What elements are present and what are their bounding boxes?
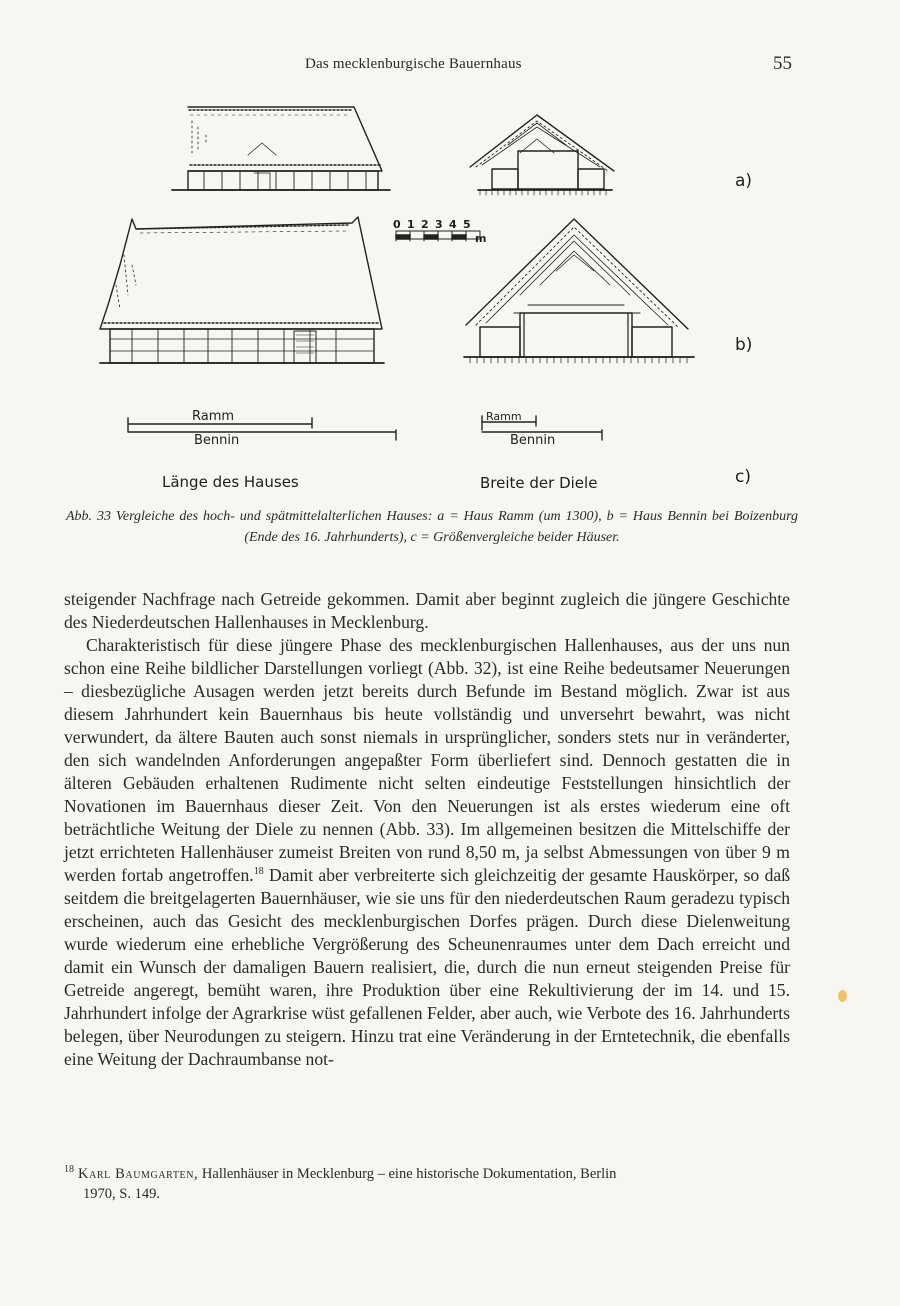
footnote-number: 18 [64,1164,74,1176]
footnote-ref-18[interactable]: 18 [253,866,264,878]
footnote-18 [64,1164,790,1204]
paper-stain [838,990,847,1002]
paragraph-1: steigender Nachfrage nach Getreide gekommen. Damit aber beginnt zugleich die jüngere Geschichte des Niederdeutschen Hallenhauses in Mecklenburg. [64,589,790,632]
paragraph-2 [64,634,790,1071]
length-title: Länge des Hauses [162,473,299,491]
ramm-long-section [172,107,390,190]
scale-tick-2: 2 [421,218,429,231]
scale-tick-3: 3 [435,218,443,231]
footnote-author: Karl Baumgarten, [78,1166,199,1182]
bennin-long-section [100,217,384,363]
scale-tick-4: 4 [449,218,457,231]
scale-tick-5: 5 [463,218,471,231]
figure-label-a: a) [735,171,753,191]
figure-drawing [90,95,810,500]
bennin-cross-section [464,219,694,363]
body-text [64,588,790,1071]
running-head [0,53,900,78]
running-title: Das mecklenburgische Bauernhaus [305,56,522,72]
scale-tick-1: 1 [407,218,415,231]
figure-caption: Abb. 33 Vergleiche des hoch- und spätmittelalterlichen Hauses: a = Haus Ramm (um 1300), b = Haus Bennin bei Boizenburg (Ende des 16. Jahrhunderts), c = Größenvergleiche beider Häuser. [66,509,798,545]
width-ramm-label: Ramm [486,410,522,423]
footnote-text-line-1: Hallenhäuser in Mecklenburg – eine historische Dokumentation, Berlin [198,1166,617,1182]
page-number: 55 [773,53,792,74]
length-ramm-label: Ramm [192,409,235,424]
figure-label-b: b) [735,335,753,355]
scale-bar [396,231,480,241]
figure-label-c: c) [735,467,751,487]
length-comparison-lines [128,418,396,440]
paragraph-2-part-1: Charakteristisch für diese jüngere Phase des mecklenburgischen Hallenhauses, aus der uns nun schon eine Reihe bildlicher Darstellungen vorliegt (Abb. 32), ist eine Reihe bedeutsamer Neuerungen – diesbezügliche Ausagen werden jetzt bereits durch Befunde im Bestand möglich. Zwar ist aus diesem Jahrhundert kein Bauernhaus bis heute vollständig und unversehrt bewahrt, was nicht verwundert, da ältere Bauten auch sonst niemals in ursprünglicher, sonders stets nur in veränderter, den sich wandelnden Anforderungen angepaßter Form überliefert sind. Dennoch gestatten die in älteren Gebäuden erhaltenen Rudimente nicht selten eindeutige Feststellungen hinsichtlich der Novationen im Bauernhaus dieser Zeit. Von den Neuerungen ist als erstes wiederum eine oft beträchtliche Weitung der Diele zu nennen (Abb. 33). Im allgemeinen besitzen die Mittelschiffe der jetzt errichteten Hallenhäuser zumeist Breiten von rund 8,50 m, ja selbst Abmessungen von über 9 m werden fortab angetroffen. [64,635,790,885]
width-title: Breite der Diele [480,474,598,492]
length-bennin-label: Bennin [194,433,240,448]
scale-tick-0: 0 [393,218,401,231]
figure-33 [90,95,810,500]
paragraph-2-part-2: Damit aber verbreiterte sich gleichzeitig der gesamte Hauskörper, so daß seitdem die breitgelagerten Bauernhäuser, wie sie uns für den niederdeutschen Raum geradezu typisch erscheinen, auch das Gesicht des mecklenburgischen Dorfes prägen. Durch diese Dielenweitung wurde wiederum eine erhebliche Vergrößerung des Scheunenraumes unter dem Dach erreicht und damit ein Wunsch der damaligen Bauern realisiert, die, durch die nun erneut steigenden Preise für Getreide angeregt, bemüht waren, ihre Produktion über eine Rekultivierung der im 14. und 15. Jahrhundert infolge der Agrarkrise wüst gefallenen Felder, aber auch, wie Verbote des 16. Jahrhunderts belegen, über Neurodungen zu steigern. Hinzu trat eine Veränderung in der Erntetechnik, die ebenfalls eine Weitung der Dachraumbanse not- [64,865,790,1069]
ramm-cross-section [470,115,614,195]
footnote-text-line-2: 1970, S. 149. [83,1186,160,1202]
scale-unit: m [475,232,487,245]
width-bennin-label: Bennin [510,433,556,448]
